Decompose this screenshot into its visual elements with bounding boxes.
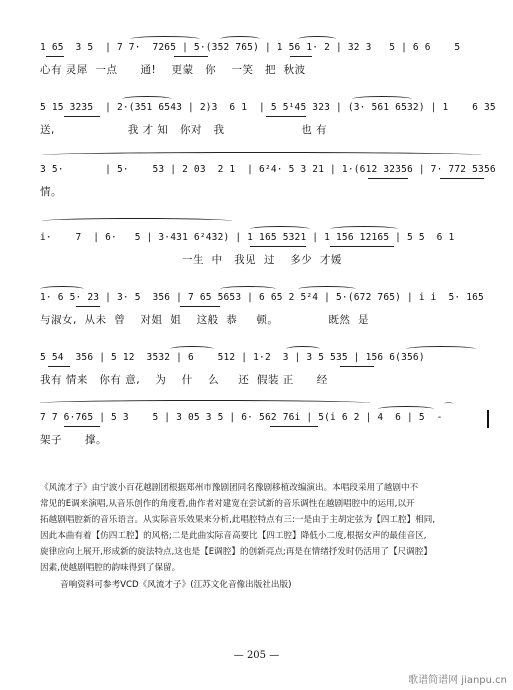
lyric-line: 心有 灵犀 一点 通! 更蒙 你 一笑 把 秋波: [40, 64, 306, 76]
slur-mark: [42, 218, 232, 224]
commentary-line: 常见的E调来演唱,从音乐创作的角度看,曲作者对建宽在尝试新的音乐调性在越剧唱腔中的运用,以开: [40, 499, 415, 509]
beam-line: [440, 178, 484, 179]
beam-line: [180, 306, 220, 307]
beam-line: [64, 426, 100, 427]
slur-mark: [378, 406, 434, 412]
lyric-line: 一生 中 我见 过 多少 才媛: [40, 254, 342, 266]
notation-line: i· 7 | 6· 5 | 3·431 6²432) | 1 165 5321 | 1 156 12165 | 5 5 6 1: [40, 232, 455, 243]
slur-mark: [40, 286, 84, 292]
slur-mark: [298, 36, 336, 42]
commentary-line: 《风流才子》由宁波小百花越剧团根据郑州市豫剧团同名豫剧移植改编演出。本唱段采用了越剧中不: [40, 483, 419, 493]
lyric-line: 我有 情来 你有 意, 为 什 么 还 假装 正 经: [40, 374, 328, 386]
slur-mark: [42, 152, 482, 158]
lyric-line: 与淑女, 从未 曾 对姐 姐 这般 恭 顿。 既然 是: [40, 314, 369, 326]
commentary-line: 因此本曲有着【仿四工腔】的风格;二是此曲实际音高要比【四工腔】降低小二度,根据女声的最佳音区,: [40, 531, 427, 541]
beam-line: [46, 56, 64, 57]
notation-line: 3 5· | 5· 53 | 2 03 2 1 | 6²4· 5 3 21 | 1·(612 32356 | 7· 772 5356: [40, 164, 496, 175]
lyric-line: 送, 我 才 知 你对 我 也 有: [40, 124, 328, 136]
lyric-line: 架子 撑。: [40, 434, 108, 446]
beam-line: [340, 366, 374, 367]
slur-mark: [406, 346, 476, 352]
beam-line: [270, 426, 318, 427]
slur-mark: [170, 346, 214, 352]
notation-line: 5 15 3235 | 2·(351 6543 | 2)3 6 1 | 5 5¹45 323 | (3· 561 6532) | 1 6 35: [40, 102, 496, 113]
slur-mark: [40, 400, 370, 406]
slur-mark: [220, 286, 276, 292]
notation-line: 1· 6 5· 23 | 3· 5 356 | 7 65 5653 | 6 65 2 5²4 | 5·(672 765) | i i 5· 165: [40, 292, 484, 303]
commentary-line: 因素,使越剧唱腔的韵味得到了保留。: [40, 563, 181, 573]
commentary-line: 拓越剧唱腔新的音乐语言。从实际音乐效果来分析,此唱腔特点有三:一是由于主胡定弦为【四工腔】相同,: [40, 515, 436, 525]
commentary-text: [40, 480, 480, 576]
beam-line: [64, 116, 100, 117]
beam-line: [290, 56, 312, 57]
site-watermark: 歌谱简谱网 jianpu.cn: [408, 675, 507, 686]
slur-mark: [130, 36, 200, 42]
audio-reference: 音响资料可参考VCD《风流才子》(江苏文化音像出版社出版): [60, 580, 292, 590]
slur-mark: [250, 226, 310, 232]
beam-line: [76, 306, 100, 307]
slur-mark: [352, 96, 412, 102]
slur-mark: [298, 286, 356, 292]
lyric-line: 情。: [40, 186, 62, 198]
beam-line: [368, 178, 408, 179]
slur-mark: [122, 96, 172, 102]
slur-mark: [220, 36, 260, 42]
notation-line: 7 7 6·765 | 5 3 5 | 3 05 3 5 | 6· 562 76i | 5(i 6 2 | 4 6 | 5 -: [40, 412, 443, 423]
beam-line: [330, 246, 394, 247]
final-barline: [487, 410, 489, 428]
fermata-mark: ⌒: [444, 403, 454, 413]
commentary-line: 旋律应向上展开,形成新的旋法特点,这也是【E调腔】的创新亮点;再是在情绪抒发时仍活用了【尺调腔】: [40, 547, 432, 557]
slur-mark: [330, 226, 398, 232]
notation-line: 1 65 3 5 | 7 7· 7265 | 5·(352 765) | 1 56 1· 2 | 32 3 5 | 6 6 5: [40, 42, 461, 53]
beam-line: [266, 116, 306, 117]
beam-line: [48, 366, 70, 367]
beam-line: [174, 56, 208, 57]
beam-line: [250, 246, 306, 247]
slur-mark: [286, 346, 320, 352]
page-number: — 205 —: [233, 650, 280, 661]
notation-line: 5 54 356 | 5 12 3532 | 6 512 | 1·2 3 | 3 5 535 | 156 6(356): [40, 352, 425, 363]
